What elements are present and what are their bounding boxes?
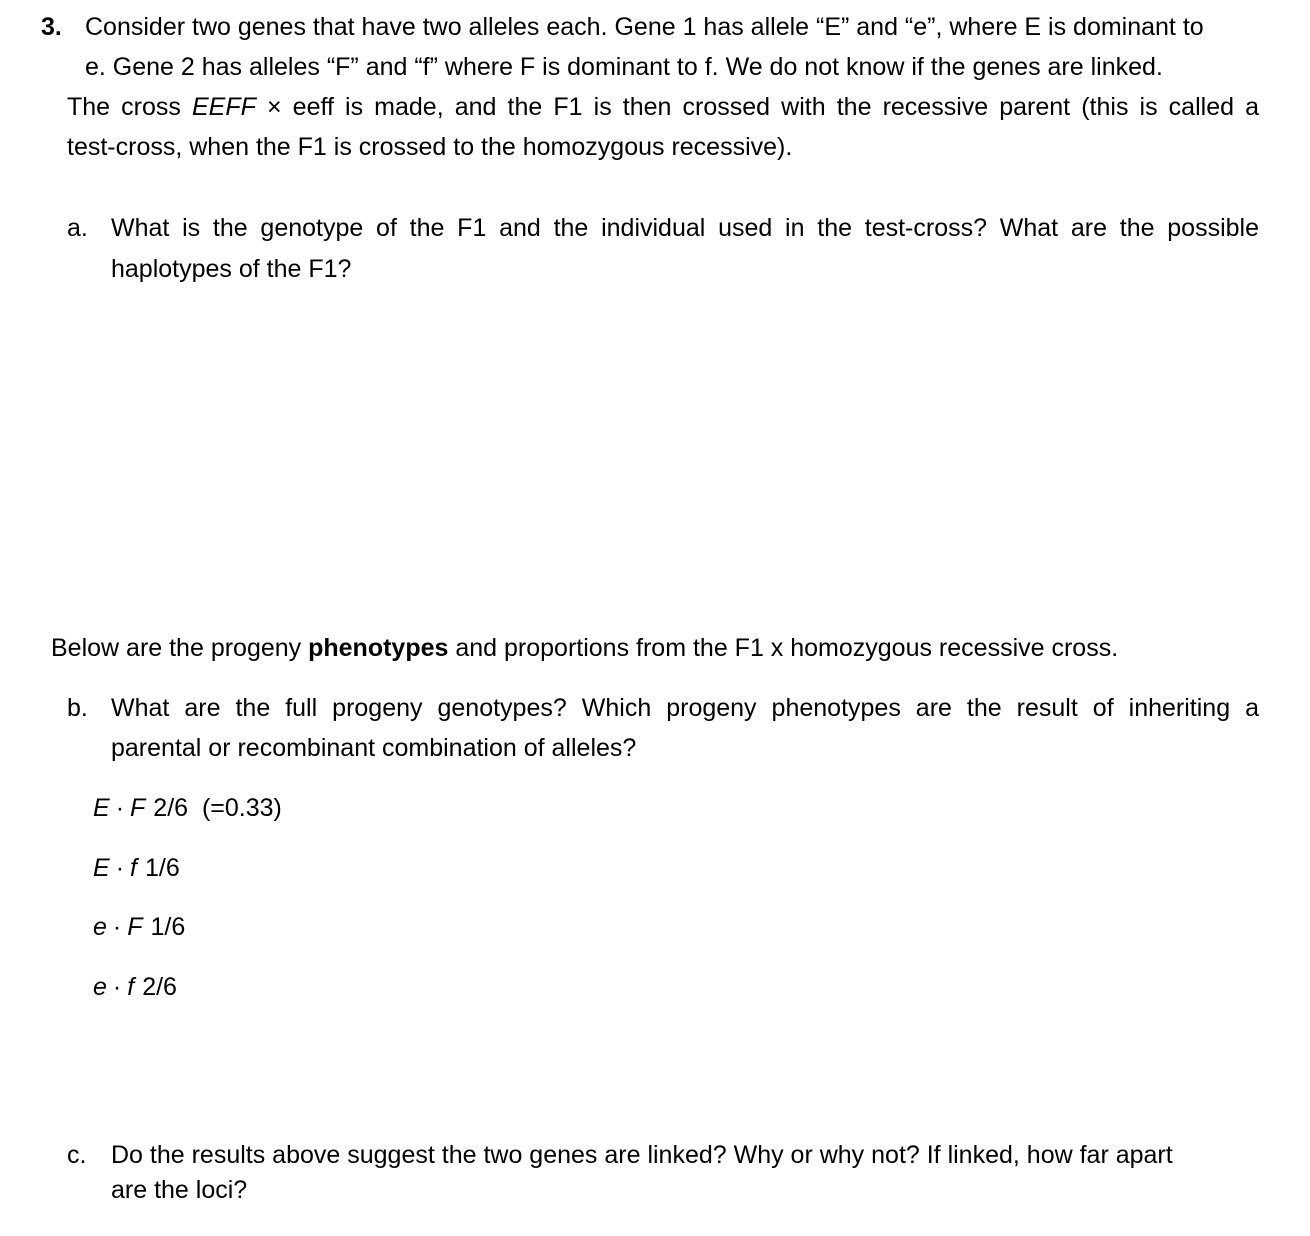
part-b-line-2: parental or recombinant combination of alleles? — [111, 734, 637, 762]
question-intro-line-1: Consider two genes that have two alleles each. Gene 1 has allele “E” and “e”, where E is dominant to — [85, 13, 1204, 41]
question-intro-line-2: e. Gene 2 has alleles “F” and “f” where F is dominant to f. We do not know if the genes are linked. — [85, 53, 1163, 81]
part-c-label: c. — [67, 1141, 87, 1169]
phenotype-row: e · f 2/6 — [93, 973, 177, 1001]
part-a-line-2: haplotypes of the F1? — [111, 255, 352, 283]
cross-parent-genotype: EEFF — [192, 93, 256, 121]
part-c-line-1: Do the results above suggest the two genes are linked? Why or why not? If linked, how far apart — [111, 1141, 1173, 1169]
phenotype-row: e · F 1/6 — [93, 913, 186, 941]
phenotype-row: E · f 1/6 — [93, 854, 180, 882]
progeny-intro: Below are the progeny phenotypes and proportions from the F1 x homozygous recessive cross. — [51, 634, 1119, 662]
question-number: 3. — [41, 13, 62, 41]
part-a-line-1: What is the genotype of the F1 and the individual used in the test-cross? What are the possible — [111, 214, 1259, 242]
part-b-line-1: What are the full progeny genotypes? Which progeny phenotypes are the result of inheriting a — [111, 694, 1259, 722]
part-c-line-2: are the loci? — [111, 1176, 248, 1204]
part-b-label: b. — [67, 694, 88, 722]
question-intro-line-3: The cross EEFF × eeff is made, and the F1 is then crossed with the recessive parent (this is called a — [67, 93, 1259, 121]
part-a-label: a. — [67, 214, 88, 242]
phenotype-row: E · F 2/6 (=0.33) — [93, 794, 282, 822]
question-intro-line-4: test-cross, when the F1 is crossed to the homozygous recessive). — [67, 133, 793, 161]
